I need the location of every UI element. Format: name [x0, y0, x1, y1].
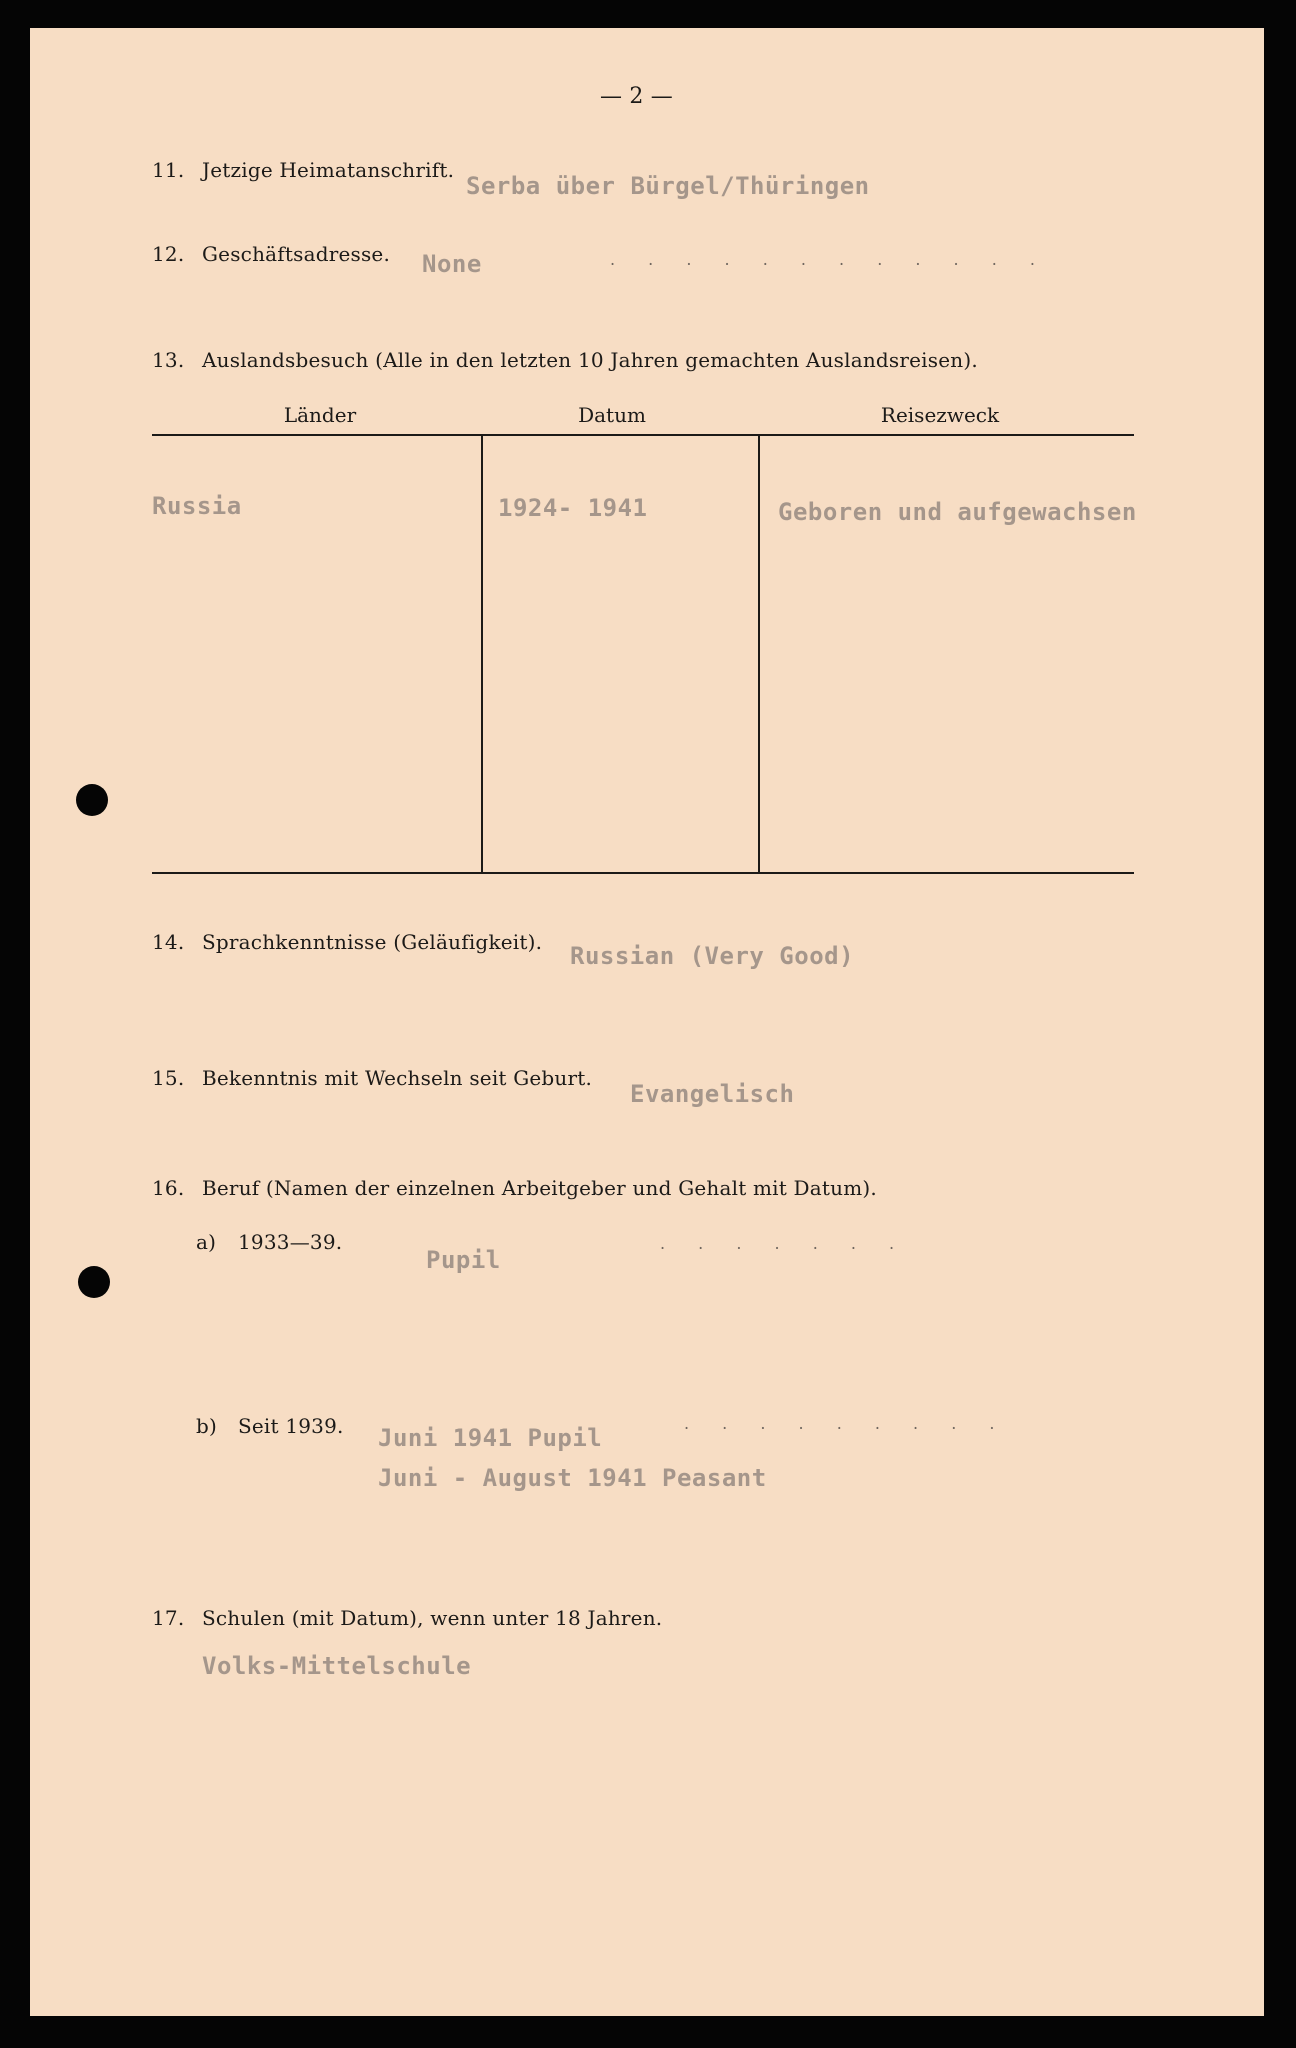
item-17	[152, 1606, 662, 1630]
sub-item-marker: b)	[196, 1414, 218, 1438]
table-cell-purpose: Geboren und aufgewachsen	[778, 498, 1137, 526]
fill-dots: . . . . . . .	[660, 1234, 909, 1253]
table-top-rule	[152, 434, 1134, 436]
item-15	[152, 1066, 592, 1090]
religion-value: Evangelisch	[630, 1080, 795, 1108]
item-number: 17.	[152, 1606, 185, 1630]
item-16b	[196, 1414, 344, 1438]
item-label: Jetzige Heimatanschrift.	[202, 158, 455, 182]
item-label: Auslandsbesuch (Alle in den letzten 10 Jahren gemachten Auslandsreisen).	[202, 348, 978, 372]
table-column-divider	[481, 436, 483, 872]
item-number: 14.	[152, 930, 185, 954]
item-number: 16.	[152, 1176, 185, 1200]
fill-dots: . . . . . . . . . . . .	[610, 250, 1049, 269]
col-header-countries: Länder	[283, 403, 357, 427]
sub-item-label: Seit 1939.	[238, 1414, 344, 1438]
item-number: 11.	[152, 158, 185, 182]
table-cell-country: Russia	[152, 492, 242, 520]
item-number: 13.	[152, 348, 185, 372]
languages-value: Russian (Very Good)	[570, 942, 855, 970]
item-label: Sprachkenntnisse (Geläufigkeit).	[202, 930, 543, 954]
home-address-value: Serba über Bürgel/Thüringen	[466, 172, 870, 200]
sub-item-label: 1933—39.	[238, 1230, 343, 1254]
fill-dots: . . . . . . . . .	[684, 1414, 1009, 1433]
occupation-b-value-line2: Juni - August 1941 Peasant	[378, 1464, 767, 1492]
occupation-b-value-line1: Juni 1941 Pupil	[378, 1424, 603, 1452]
item-number: 12.	[152, 242, 185, 266]
item-11	[152, 158, 454, 182]
item-14	[152, 930, 542, 954]
table-column-divider	[758, 436, 760, 872]
table-bottom-rule	[152, 872, 1134, 874]
item-13	[152, 348, 978, 372]
item-12	[152, 242, 390, 266]
occupation-a-value: Pupil	[426, 1246, 501, 1274]
item-16a	[196, 1230, 342, 1254]
col-header-purpose: Reisezweck	[880, 403, 1000, 427]
page-number: — 2 —	[600, 84, 673, 109]
item-16	[152, 1176, 877, 1200]
punch-hole	[78, 1266, 110, 1298]
item-label: Bekenntnis mit Wechseln seit Geburt.	[202, 1066, 593, 1090]
schools-value: Volks-Mittelschule	[202, 1652, 472, 1680]
item-label: Geschäftsadresse.	[202, 242, 391, 266]
item-label: Schulen (mit Datum), wenn unter 18 Jahren.	[202, 1606, 663, 1630]
sub-item-marker: a)	[196, 1230, 217, 1254]
item-number: 15.	[152, 1066, 185, 1090]
document-page	[30, 28, 1264, 2016]
col-header-date: Datum	[578, 403, 646, 427]
table-cell-date: 1924- 1941	[498, 494, 648, 522]
item-label: Beruf (Namen der einzelnen Arbeitgeber und Gehalt mit Datum).	[202, 1176, 877, 1200]
business-address-value: None	[422, 250, 482, 278]
punch-hole	[76, 784, 108, 816]
